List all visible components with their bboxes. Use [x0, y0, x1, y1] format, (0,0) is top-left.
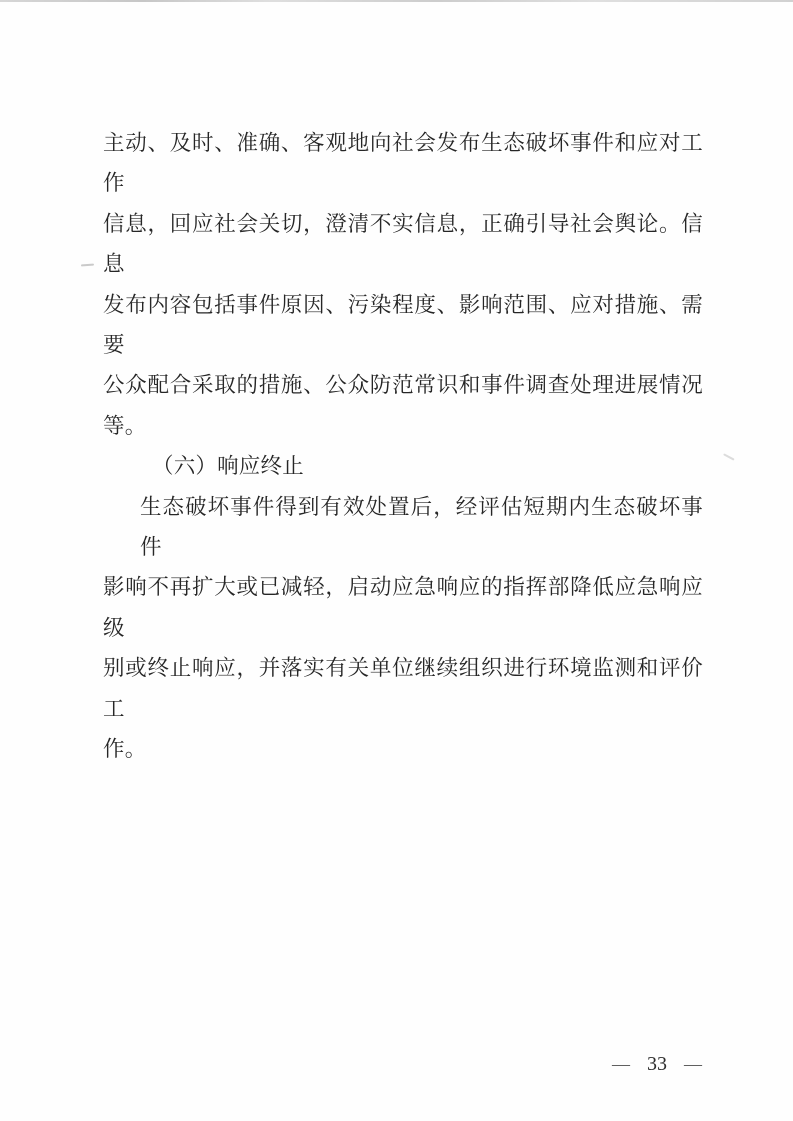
scan-artifact-speck — [723, 453, 734, 460]
page-number-dash-left: — — [612, 1053, 630, 1074]
paragraph-2 — [103, 487, 703, 770]
page-number-value: 33 — [647, 1052, 667, 1075]
scan-artifact-margin-dash — [81, 264, 94, 267]
paragraph-1-line-2: 信息，回应社会关切，澄清不实信息，正确引导社会舆论。信息 — [103, 211, 703, 277]
paragraph-1 — [103, 123, 703, 446]
paragraph-1-line-3: 发布内容包括事件原因、污染程度、影响范围、应对措施、需要 — [103, 292, 703, 358]
paragraph-2-line-3: 别或终止响应，并落实有关单位继续组织进行环境监测和评价工 — [103, 656, 703, 721]
paragraph-2-line-1: 生态破坏事件得到有效处置后，经评估短期内生态破坏事件 — [140, 494, 703, 560]
page-number-dash-right: — — [684, 1053, 702, 1074]
paragraph-1-line-1: 主动、及时、准确、客观地向社会发布生态破坏事件和应对工作 — [103, 131, 703, 196]
paragraph-1-line-4: 公众配合采取的措施、公众防范常识和事件调查处理进展情况 — [103, 373, 703, 398]
section-heading: （六）响应终止 — [152, 454, 304, 479]
paragraph-2-line-2: 影响不再扩大或已减轻，启动应急响应的指挥部降低应急响应级 — [103, 575, 703, 640]
scan-artifact-top-edge — [0, 0, 793, 2]
page-number — [612, 1051, 702, 1077]
paragraph-1-line-5: 等。 — [103, 413, 147, 438]
paragraph-2-line-4: 作。 — [103, 737, 147, 762]
body-text — [103, 123, 703, 770]
